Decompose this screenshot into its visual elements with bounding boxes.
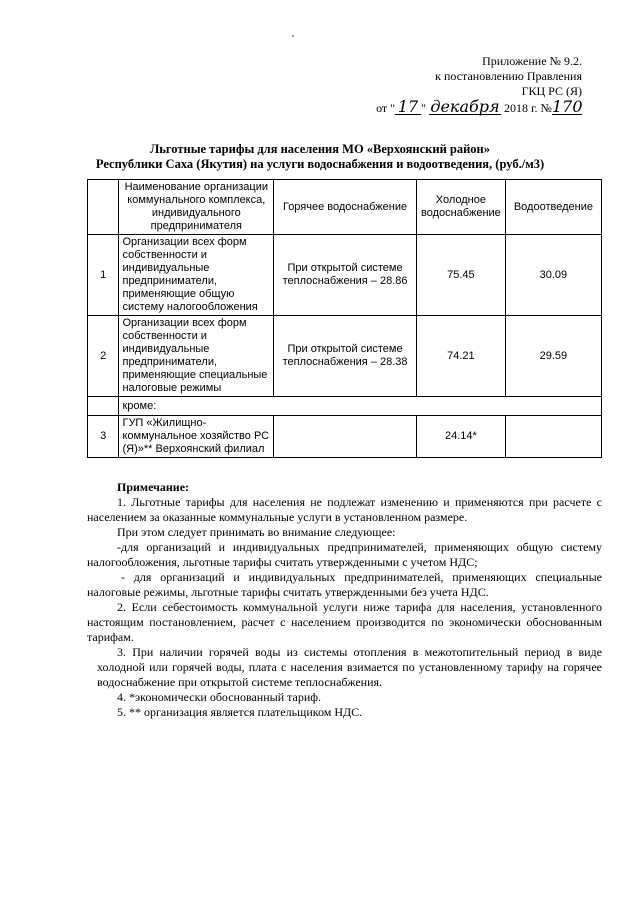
notes-section [87,480,602,720]
date-month-handwritten: декабря [430,97,500,116]
tariffs-table [87,179,602,458]
date-quote: " [421,101,426,115]
row-drainage: 29.59 [505,316,601,397]
except-label: кроме: [119,397,602,416]
scan-speck [292,35,294,37]
row-cold-water: 74.21 [416,316,505,397]
row-org: Организации всех форм собственности и индивидуальные предприниматели, применяющие общую систему налогообложения [119,235,274,316]
row-drainage [505,416,601,458]
note-paragraph: 5. ** организация является плательщиком НДС. [117,705,363,719]
row-number: 2 [88,316,119,397]
note-paragraph: -для организаций и индивидуальных предпринимателей, применяющих общую систему налогообложения, льготные тарифы считать утвержденными с учетом НДС; [87,540,602,569]
appendix-header [376,54,582,116]
date-year-number-label: 2018 г. № [503,101,552,115]
row-number: 1 [88,235,119,316]
document-title [0,142,640,172]
date-day-handwritten: 17 [395,99,421,115]
table-row [88,235,602,316]
header-drainage: Водоотведение [505,180,601,235]
row-org: Организации всех форм собственности и индивидуальные предприниматели, применяющие специальные налоговые режимы [119,316,274,397]
row-org: ГУП «Жилищно-коммунальное хозяйство РС (Я)»** Верхоянский филиал [119,416,274,458]
appendix-resolution: к постановлению Правления [435,69,582,83]
row-number: 3 [88,416,119,458]
notes-heading: Примечание: [117,480,190,494]
table-row [88,416,602,458]
note-paragraph: При этом следует принимать во внимание следующее: [117,525,396,539]
row-cold-water: 24.14* [416,416,505,458]
title-line-1: Льготные тарифы для населения МО «Верхоянский район» [149,142,491,156]
row-drainage: 30.09 [505,235,601,316]
date-prefix: от " [376,101,396,115]
title-line-2: Республики Саха (Якутия) на услуги водоснабжения и водоотведения, (руб./м3) [95,157,545,171]
row-hot-water: При открытой системе теплоснабжения – 28.86 [274,235,417,316]
appendix-authority: ГКЦ РС (Я) [521,84,582,98]
appendix-number: Приложение № 9.2. [482,54,582,68]
note-paragraph: 4. *экономически обоснованный тариф. [117,690,322,704]
header-cold-water: Холодное водоснабжение [416,180,505,235]
table-except-row [88,397,602,416]
table-header-row [88,180,602,235]
header-number-cell [88,180,119,235]
appendix-date-line [376,99,582,116]
row-hot-water [274,416,417,458]
note-paragraph: - для организаций и индивидуальных предпринимателей, применяющих специальные налоговые режимы, льготные тарифы считать утвержденными без учета НДС. [87,570,602,599]
note-paragraph: 1. Льготные тарифы для населения не подлежат изменению и применяются при расчете с населением за оказанные коммунальные услуги в установленном размере. [87,495,602,524]
row-cold-water: 75.45 [416,235,505,316]
table-row [88,316,602,397]
except-number-cell [88,397,119,416]
resolution-number-handwritten: 170 [552,97,583,116]
note-paragraph: 2. Если себестоимость коммунальной услуги ниже тарифа для населения, установленного настоящим постановлением, расчет с населением производится по экономически обоснованным тарифам. [87,600,602,644]
header-hot-water: Горячее водоснабжение [274,180,417,235]
note-paragraph: 3. При наличии горячей воды из системы отопления в межотопительный период в виде холодной или горячей воды, плата с населения взимается по установленному тарифу на горячее водоснабжение при открытой системе теплоснабжения. [97,645,602,689]
header-org: Наименование организации коммунального комплекса, индивидуального предпринимателя [119,180,274,235]
row-hot-water: При открытой системе теплоснабжения – 28.38 [274,316,417,397]
